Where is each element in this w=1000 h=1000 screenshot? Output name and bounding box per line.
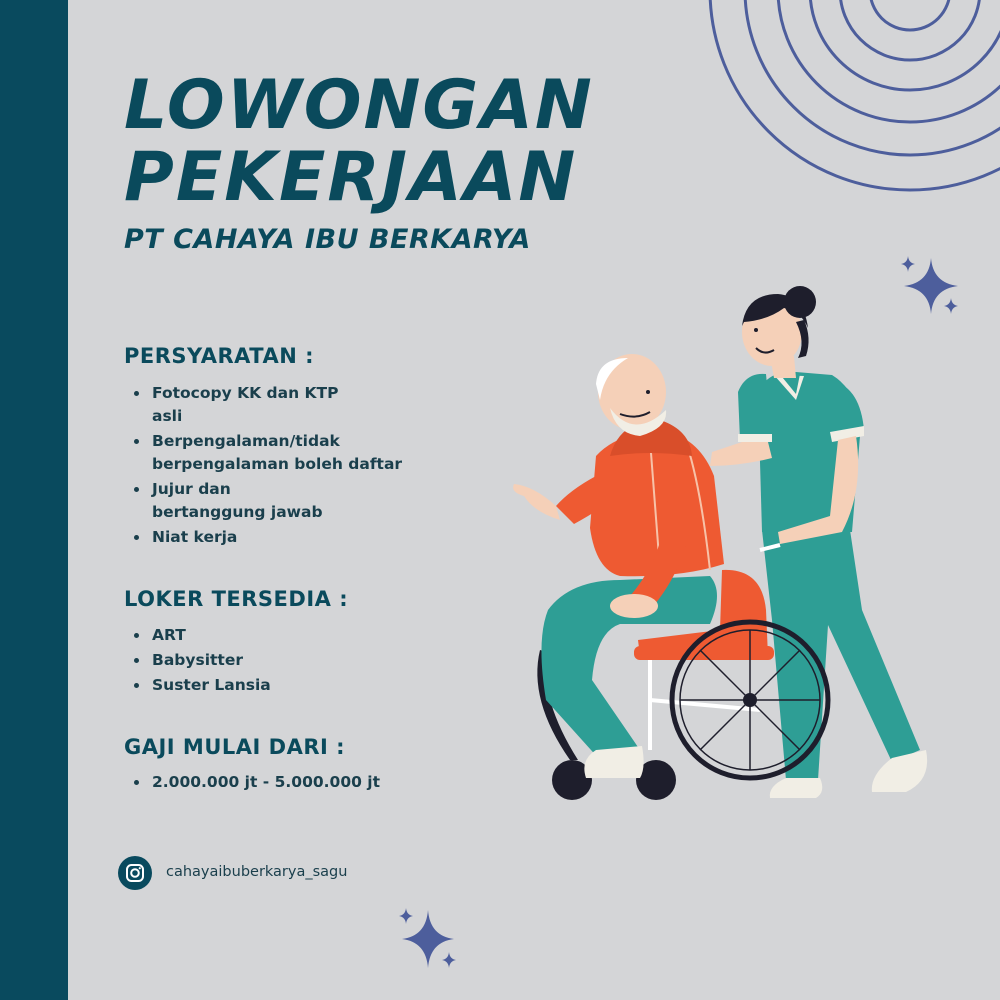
left-sidebar-band [0,0,68,1000]
list-item: Niat kerja [124,526,414,549]
requirements-heading: PERSYARATAN : [124,344,315,368]
company-name: PT CAHAYA IBU BERKARYA [124,224,531,255]
jobs-heading: LOKER TERSEDIA : [124,587,349,611]
list-item: Fotocopy KK dan KTP asli [124,382,342,428]
list-item: Suster Lansia [124,674,424,697]
list-item: ART [124,624,424,647]
salary-heading: GAJI MULAI DARI : [124,735,346,759]
jobs-list [124,622,424,697]
list-item: Jujur dan bertanggung jawab [124,478,342,524]
salary-list [124,771,444,794]
nurse-wheelchair-illustration [500,280,940,810]
list-item: Babysitter [124,649,424,672]
requirements-list [124,382,414,549]
instagram-handle[interactable]: cahayaibuberkarya_sagu [166,864,348,880]
page-title-line-2: PEKERJAAN [124,138,578,217]
sparkle-icon [396,906,466,976]
instagram-icon[interactable] [118,856,152,890]
concentric-rings-decoration [700,0,1000,200]
list-item: Berpengalaman/tidak berpengalaman boleh daftar [124,430,412,476]
list-item: 2.000.000 jt - 5.000.000 jt [124,771,444,794]
page-title-line-1: LOWONGAN [124,66,594,145]
